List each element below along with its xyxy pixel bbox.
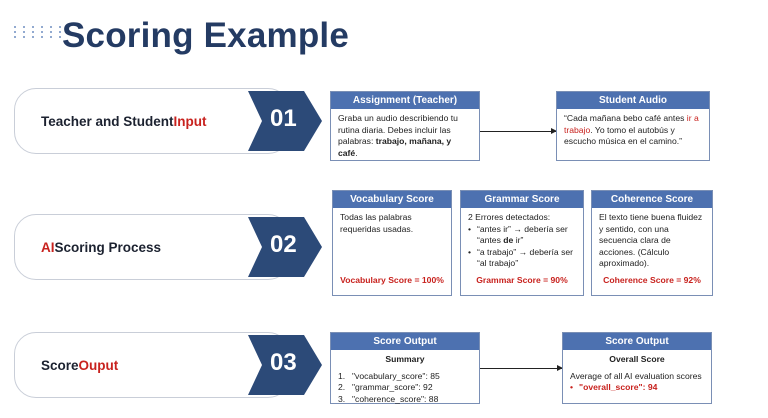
summary-title: Summary: [385, 354, 425, 364]
vocabulary-card: [332, 190, 452, 296]
assignment-body: Graba un audio describiendo tu rutina diaria. Debes incluir las palabras: trabajo, mañana, y café.: [338, 113, 458, 158]
score-output-1-header: Score Output: [331, 333, 479, 350]
grammar-card: [460, 190, 584, 296]
grammar-error-2: • “a trabajo” → debería ser “al trabajo”: [468, 247, 576, 270]
grammar-header: Grammar Score: [461, 191, 583, 208]
overall-title: Overall Score: [609, 354, 665, 364]
vocabulary-body: Todas las palabras requeridas usadas.: [340, 212, 414, 234]
summary-item: 3. "coherence_score": 88: [338, 393, 439, 404]
step-3-number: 03: [270, 349, 297, 376]
coherence-card: [591, 190, 713, 296]
step-2-number: 02: [270, 231, 297, 258]
summary-item: 1. "vocabulary_score": 85: [338, 370, 440, 381]
assignment-header: Assignment (Teacher): [331, 92, 479, 109]
score-output-summary-card: [330, 332, 480, 404]
step-2-label: AI Scoring Process: [14, 214, 290, 280]
assignment-card: [330, 91, 480, 161]
step-1-chevron: [248, 91, 322, 151]
grammar-error-1: • “antes ir” → debería ser “antes de ir”: [468, 224, 576, 247]
overall-score: • "overall_score": 94: [570, 382, 704, 394]
coherence-score: Coherence Score = 92%: [603, 275, 701, 285]
grammar-body: 2 Errores detectados: • “antes ir” → debería ser “antes de ir” • “a trabajo” → debería ser “al trabajo”: [461, 208, 583, 274]
page-title: Scoring Example: [62, 16, 349, 55]
step-2-chevron: [248, 217, 322, 277]
summary-item: 2. "grammar_score": 92: [338, 382, 433, 392]
student-audio-header: Student Audio: [557, 92, 709, 109]
step-1-number: 01: [270, 105, 297, 132]
score-output-overall-card: [562, 332, 712, 404]
coherence-header: Coherence Score: [592, 191, 712, 208]
score-output-2-header: Score Output: [563, 333, 711, 350]
step-3-chevron: [248, 335, 322, 395]
decorative-dot-grid: [14, 26, 65, 38]
student-audio-card: [556, 91, 710, 161]
grammar-score: Grammar Score = 90%: [476, 275, 568, 285]
vocabulary-score: Vocabulary Score = 100%: [340, 275, 444, 285]
score-output-2-body: Overall Score Average of all AI evaluation scores • "overall_score": 94: [563, 350, 711, 398]
step-1-label: Teacher and Student Input: [14, 88, 290, 154]
student-audio-body: “Cada mañana bebo café antes ir a trabajo. Yo tomo el autobús y escucho música en el camino.”: [564, 113, 699, 146]
step-3-label: Score Ouput: [14, 332, 290, 398]
score-output-1-body: [331, 350, 479, 409]
input-arrow: [480, 131, 556, 132]
output-arrow: [480, 368, 562, 369]
vocabulary-header: Vocabulary Score: [333, 191, 451, 208]
coherence-body: El texto tiene buena fluidez y sentido, con una secuencia clara de acciones. (Cálculo aproximado).: [599, 212, 703, 268]
